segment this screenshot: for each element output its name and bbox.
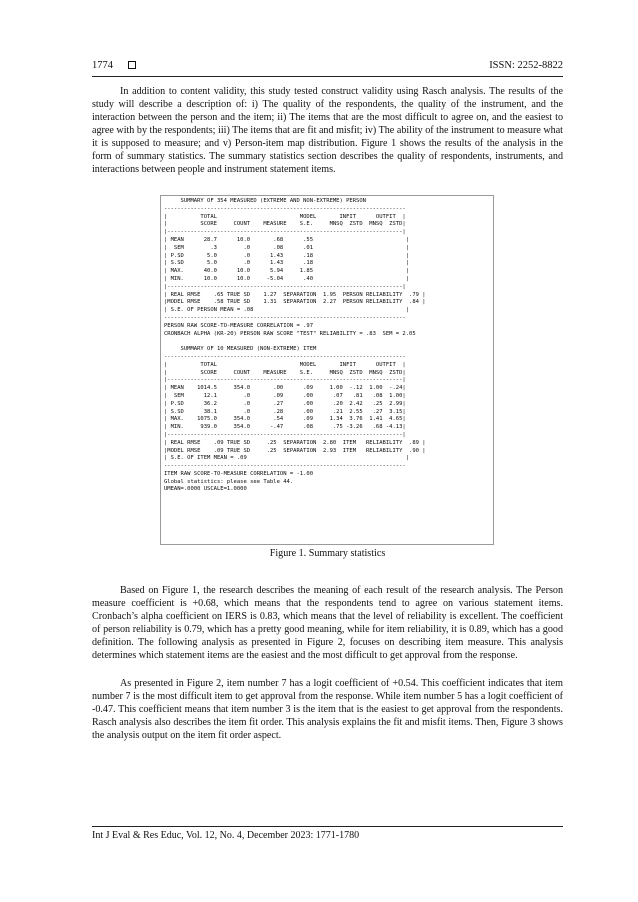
discussion-paragraph-1 — [92, 584, 563, 662]
figure-1-summary-output — [160, 195, 494, 545]
square-icon — [128, 61, 136, 69]
figure-caption: Figure 1. Summary statistics — [269, 548, 386, 559]
intro-paragraph — [92, 85, 563, 176]
rasch-summary-table: SUMMARY OF 354 MEASURED (EXTREME AND NON-EXTREME) PERSON ------------------------------------------------------------------------- | TOTAL MODEL INFIT OUTFIT | | SCORE COUNT MEASURE S.E. MNSQ ZSTD MNSQ ZSTD| |-----------------------------------------------------------------------| | MEAN 28.7 10.0 .68 .55 | | SEM .3 .0 .08 .01 | | P.SD 5.0 .0 1.43 .18 | | S.SD 5.0 .0 1.43 .18 | | MAX. 40.0 10.0 5.94 1.85 | | MIN. 10.0 10.0 -5.04 .40 | |-----------------------------------------------------------------------| | REAL RMSE .65 TRUE SD 1.27 SEPARATION 1.95 PERSON RELIABILITY .79 | |MODEL RMSE .58 TRUE SD 1.31 SEPARATION 2.27 PERSON RELIABILITY .84 | | S.E. OF PERSON MEAN = .08 | ------------------------------------------------------------------------- PERSON RAW SCORE-TO-MEASURE CORRELATION = .97 CRONBACH ALPHA (KR-20) PERSON RAW SCORE "TEST" RELIABILITY = .83 SEM = 2.05 SUMMARY OF 10 MEASURED (NON-EXTREME) ITEM ------------------------------------------------------------------------- | TOTAL MODEL INFIT OUTFIT | | SCORE COUNT MEASURE S.E. MNSQ ZSTD MNSQ ZSTD| |-----------------------------------------------------------------------| | MEAN 1014.5 354.0 .00 .09 1.00 -.12 1.00 -.24| | SEM 12.1 .0 .09 .00 .07 .81 .08 1.00| | P.SD 36.2 .0 .27 .00 .20 2.42 .25 2.99| | S.SD 38.1 .0 .28 .00 .21 2.55 .27 3.15| | MAX. 1075.0 354.0 .54 .09 1.34 3.76 1.41 4.65| | MIN. 939.0 354.0 -.47 .08 .75 -3.26 .68 -4.13| |-----------------------------------------------------------------------| | REAL RMSE .09 TRUE SD .25 SEPARATION 2.80 ITEM RELIABILITY .89 | |MODEL RMSE .09 TRUE SD .25 SEPARATION 2.93 ITEM RELIABILITY .90 | | S.E. OF ITEM MEAN = .09 | ------------------------------------------------------------------------- ITEM RAW SCORE-TO-MEASURE CORRELATION = -1.00 Global statistics: please see Table 44. UMEAN=.0000 USCALE=1.0000 — [164, 198, 426, 493]
paragraph-text: In addition to content validity, this study tested construct validity using Rasch analysis. The results of the study will describe a description of: i) The quality of the respondents, the quality of the instrument, and the interaction between the person and the item; ii) The items that are the most difficult to agree on, and the easiest to agree with by the respondents; iii) The items that are fit and misfit; iv) The ability of the instrument to measure what it is supposed to measure; and v) Person-item map distribution. Figure 1 shows the results of the analysis in the form of summary statistics. The summary statistics section describes the quality of respondents, instruments, and interactions between people and instrument statement items. — [92, 86, 563, 175]
page-number: 1774 — [92, 60, 113, 71]
paragraph-text: Based on Figure 1, the research describes the meaning of each result of the research analysis. The Person measure coefficient is +0.68, which means that the respondents tend to agree on various statement items. Cronbach’s alpha coefficient on IERS is 0.83, which means that the level of reliability is excellent. The coefficient of person reliability is 0.79, which has a pretty good meaning, while for item reliability, it is 0.89, which has a good definition. The following analysis as presented in Figure 2, focuses on describing item measure. This analysis determines which statement items are the easiest and the most difficult to get approval from the response. — [92, 585, 563, 661]
header-rule — [92, 76, 563, 77]
journal-issn: ISSN: 2252-8822 — [489, 60, 563, 71]
footer-citation: Int J Eval & Res Educ, Vol. 12, No. 4, December 2023: 1771-1780 — [92, 830, 360, 841]
paragraph-text: As presented in Figure 2, item number 7 has a logit coefficient of +0.54. This coefficient indicates that item number 7 is the most difficult item to get approval from the response. While item number 5 has a logit coefficient of -0.47. This coefficient means that item number 3 is the item that is the easiest to get approval from the respondents. Rasch analysis also describes the item fit order. This analysis explains the fit and misfit items. Then, Figure 3 shows the analysis output on the item fit order aspect. — [92, 678, 563, 741]
running-header — [92, 60, 563, 74]
footer-rule — [92, 826, 563, 827]
discussion-paragraph-2 — [92, 677, 563, 742]
